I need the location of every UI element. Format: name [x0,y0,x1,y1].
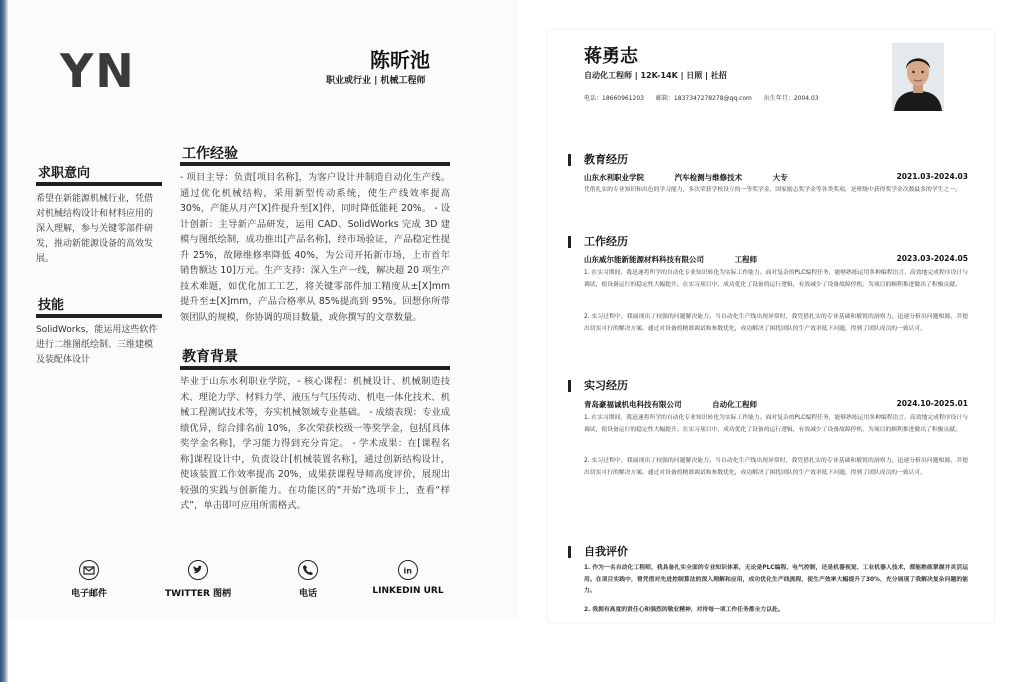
intern-bar [568,380,571,392]
work-bar [568,236,571,248]
email-icon [79,560,99,580]
right-resume-page [548,30,994,622]
intern-date: 2024.10-2025.01 [896,399,968,408]
left-resume-page [8,0,518,620]
education-title: 教育背景 [182,349,238,365]
skills-text: SolidWorks，能运用这些软件进行二维图纸绘制、三维建模及装配体设计 [36,325,158,365]
contact-linkedin[interactable] [370,560,446,596]
education-title-right: 教育经历 [584,153,628,166]
work-role: 工程师 [734,255,758,264]
major-name: 汽车检测与维修技术 [674,173,743,182]
scan-edge [0,0,8,682]
education-rule [180,366,450,370]
work-date: 2023.03-2024.05 [896,254,968,263]
education-date: 2021.03-2024.03 [896,172,968,181]
work-row [584,254,968,265]
contact-twitter-label: TWITTER 图柄 [164,589,232,599]
contact-email[interactable] [56,560,122,599]
contact-email-label: 电子邮件 [70,589,107,599]
contact-twitter[interactable] [158,560,238,599]
svg-text:in: in [403,566,412,576]
objective-rule [36,182,162,186]
skills-rule [36,314,162,318]
email-text: 邮箱：1837347278278@qq.com [655,95,752,102]
work-title: 工作经验 [182,146,238,162]
education-text: 毕业于山东水利职业学院，- 核心课程：机械设计、机械制造技术、理论力学、材料力学、液压与气压传动、机电一体化技术、机械工程测试技术等，夯实机械领域专业基础。 - 成绩表现：专业成绩优异，综合排名前 10%，多次荣获校级一等奖学金，包括[具体奖学金名称]，学习能力得到充分肯定。 - 学术成果：在[课程名称]课程设计中，负责设计[机械装置名称]，通过创新结构设计，使该装置工作效率提高 20%，成果获课程导师高度评价，展现出较强的实践与创新能力。在功能区的“开始”选项卡上，查看“样式”，单击即可应用所需格式。 [180,376,450,511]
work-desc-1: 1. 在实习期间，我迅速将所学的自动化专业知识转化为实际工作能力。面对复杂的PLC编程任务，能够熟练运用多种编程语言，高效地完成程序设计与调试，使设备运行的稳定性大幅提升。在实习项目中，成功优化了设备的运行逻辑，有效减少了设备故障停机，为项目的顺利推进做出了积极贡献。 [584,270,968,288]
education-desc: 凭借扎实的专业知识和出色的学习能力，多次荣获学校设立的一等奖学金、国家励志奖学金等各类奖项，是班级中获得奖学金次数最多的学生之一。 [584,187,961,193]
intern-role: 自动化工程师 [712,400,758,409]
self-bar [568,546,571,558]
profile-photo [892,43,944,111]
intern-row [584,399,968,410]
candidate-name: 陈昕池 [370,48,430,72]
birth-text: 出生年月：2004.03 [763,95,819,102]
linkedin-icon [398,560,418,580]
candidate-name-right: 蒋勇志 [584,46,638,67]
candidate-subtitle: 职业或行业 | 机械工程师 [326,76,426,86]
work-title-right: 工作经历 [584,235,628,248]
work-text: - 项目主导：负责[项目名称]，为客户设计并制造自动化生产线。通过优化机械结构，采用新型传动系统，使生产线效率提高 30%，产能从月产[X]件提升至[X]件，同时降低能耗 20%。 - 设计创新：主导新产品研发，运用 CAD、SolidWorks 完成 3D 建模与图纸绘制，成功推出[产品名称]，经市场验证，产品稳定性提升 25%，故障维修率降低 40%，为公司开拓新市场，上市首年销售额达 10]万元。生产支持：深入生产一线，解决超 20 项生产技术难题，如优化加工工艺，将关键零部件加工精度从±[X]mm 提升至±[X]mm，产品合格率从 85%提高到 95%。回想你所带领团队的规模，你协调的项目数量，或你撰写的文章数量。 [180,172,450,323]
self-desc-2: 2. 我拥有高度的责任心和强烈的敬业精神，对待每一项工作任务都全力以赴。 [584,607,784,613]
contact-linkedin-label: LINKEDIN URL [372,586,444,596]
education-bar [568,154,571,166]
contact-line [584,93,829,102]
self-desc-1: 1. 作为一名自动化工程师，我具备扎实全面的专业知识体系，无论是PLC编程、电气控制，还是机器视觉、工业机器人技术，都能熟练掌握并灵活运用。在项目实践中，曾凭借对先进控制算法的深入理解和应用，成功优化生产线流程，使生产效率大幅提升了30%，充分展现了我解决复杂问题的能力。 [584,565,968,594]
phone-text: 电话：18660961203 [584,95,644,102]
intern-company: 青岛豪福诚机电科技有限公司 [584,400,682,409]
skills-title: 技能 [38,298,65,313]
self-title: 自我评价 [584,545,628,558]
contact-phone[interactable] [278,560,338,599]
intern-title: 实习经历 [584,379,628,392]
phone-icon [298,560,318,580]
work-company: 山东威尔能新能源材料科技有限公司 [584,255,704,264]
intern-desc-2: 2. 实习过程中，我展现出了较强的问题解决能力。当自动化生产线出现异常时，我凭借扎实的专业基础和敏锐的洞察力，迅速分析出问题根源，并提出切实可行的解决方案。通过对设备的精准调试和参数优化，成功解决了困扰团队的生产效率低下问题，得到了团队成员的一致认可。 [584,458,968,476]
monogram: YN [60,44,136,98]
objective-title: 求职意向 [38,166,91,181]
intern-desc-1: 1. 在实习期间，我迅速将所学的自动化专业知识转化为实际工作能力。面对复杂的PLC编程任务，能够熟练运用多种编程语言，高效地完成程序设计与调试，使设备运行的稳定性大幅提升。在实习项目中，成功优化了设备的运行逻辑，有效减少了设备故障停机，为项目的顺利推进做出了积极贡献。 [584,415,968,433]
candidate-subtitle-right: 自动化工程师 | 12K-14K | 日照 | 社招 [584,71,727,80]
education-row [584,172,968,183]
contact-phone-label: 电话 [298,589,317,599]
degree-name: 大专 [772,173,788,182]
work-desc-2: 2. 实习过程中，我展现出了较强的问题解决能力。当自动化生产线出现异常时，我凭借扎实的专业基础和敏锐的洞察力，迅速分析出问题根源，并提出切实可行的解决方案。通过对设备的精准调试和参数优化，成功解决了困扰团队的生产效率低下问题，得到了团队成员的一致认可。 [584,314,968,332]
objective-text: 希望在新能源机械行业，凭借对机械结构设计和材料应用的深入理解，参与关键零部件研发，推动新能源设备的高效发展。 [36,194,154,264]
twitter-icon [188,560,208,580]
work-rule [180,162,450,166]
school-name: 山东水利职业学院 [584,173,644,182]
